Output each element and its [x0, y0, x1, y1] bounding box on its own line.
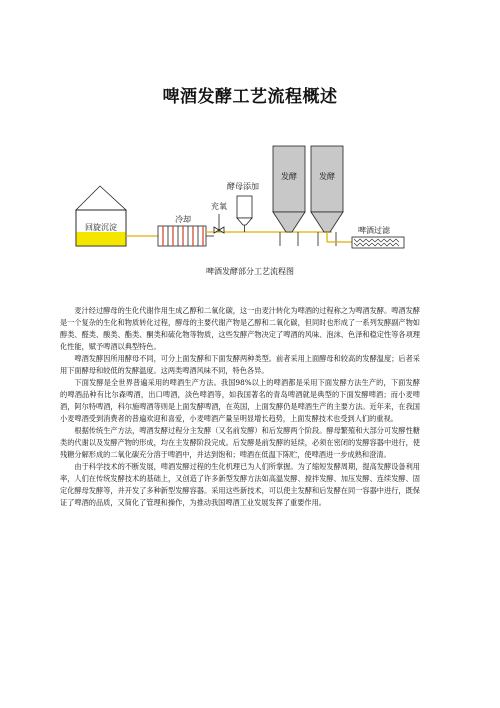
cooling-label: 冷却	[175, 215, 191, 224]
paragraph: 根据传统生产方法，啤酒发酵过程分主发酵（又名前发酵）和后发酵两个阶段。酵母繁殖和大部分可发酵性糖类的代谢以及发酵产物的形成，均在主发酵阶段完成。后发酵是前发酵的延续，必须在密闭的发酵容器中进行，使残糖分解形成的二氧化碳充分溶于啤酒中，并达到饱和；啤酒在低温下陈贮，使啤酒进一步成熟和澄清。	[60, 426, 420, 459]
fermenter-2-label: 发酵	[319, 172, 335, 181]
oxygen-label: 充氧	[211, 202, 227, 211]
oxygen-valve-icon	[214, 214, 224, 233]
fermenter-tank-1	[273, 146, 305, 246]
yeast-addition-label: 酵母添加	[227, 182, 259, 191]
beer-filter	[352, 237, 404, 248]
body-text	[60, 305, 420, 509]
filtration-label: 啤酒过滤	[358, 226, 390, 235]
document-title: 啤酒发酵工艺流程概述	[162, 87, 338, 107]
cooler	[158, 226, 214, 246]
process-flow-diagram	[70, 138, 410, 256]
fermenter-tank-2	[311, 146, 343, 246]
figure-caption: 啤酒发酵部分工艺流程图	[206, 267, 294, 276]
settling-tank	[76, 186, 126, 246]
paragraph: 麦汁经过酵母的生化代谢作用生成乙醇和二氧化碳，这一由麦汁转化为啤酒的过程称之为啤酒发酵。啤酒发酵是一个复杂的生化和物质转化过程，酵母的主要代谢产物是乙醇和二氧化碳，但同时也形成了一系列发酵副产物如醇类、醛类、酸类、酯类、酮类和硫化物等物质，这些发酵产物决定了啤酒的风味、泡沫、色泽和稳定性等各项理化性能，赋予啤酒以典型特色。	[60, 306, 420, 351]
paragraph: 由于科学技术的不断发展，啤酒发酵过程的生化机理已为人们所掌握。为了缩短发酵周期，提高发酵设备利用率，人们在传统发酵技术的基础上，又创造了许多新型发酵方法如高温发酵、搅拌发酵、加压发酵、连续发酵、固定化酵母发酵等，并开发了多种新型发酵容器。采用这些新技术，可以使主发酵和后发酵在同一容器中进行，既保证了啤酒的品质，又简化了管理和操作，为推动我国啤酒工业发展发挥了重要作用。	[60, 462, 420, 507]
paragraph: 下面发酵是全世界普遍采用的啤酒生产方法。我国98%以上的啤酒都是采用下面发酵方法生产的，下面发酵的啤酒品种有比尔森啤酒，出口啤酒，淡色啤酒等，如我国著名的青岛啤酒就是典型的下面发酵啤酒；而小麦啤酒，阿尔特啤酒，科尔施啤酒等则是上面发酵啤酒，在英国，上面发酵仍是啤酒生产的主要方法。近年来，在我国小麦啤酒受到消费者的普遍欢迎和喜爱，小麦啤酒产量呈明显增长趋势，上面发酵技术也受到人们的重视。	[60, 378, 420, 423]
fermenter-1-label: 发酵	[281, 172, 297, 181]
paragraph: 啤酒发酵因所用酵母不同，可分上面发酵和下面发酵两种类型。前者采用上面酵母和较高的发酵温度；后者采用下面酵母和较低的发酵温度。这两类啤酒风味不同，特色各异。	[60, 354, 420, 375]
settling-tank-label: 回旋沉淀	[85, 223, 117, 232]
yeast-vessel	[237, 196, 252, 232]
